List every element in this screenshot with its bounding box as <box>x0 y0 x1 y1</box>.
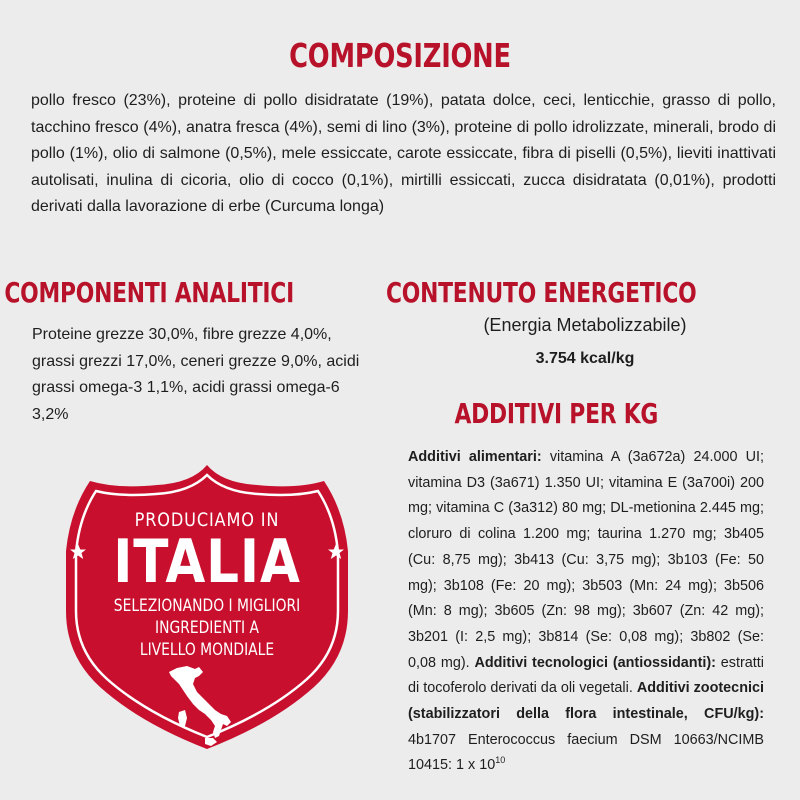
badge-line-selezionando: SELEZIONANDO I MIGLIORI <box>113 596 301 615</box>
composizione-heading: COMPOSIZIONE <box>289 36 511 75</box>
badge-selezionando <box>85 595 329 661</box>
composizione-text: pollo fresco (23%), proteine di pollo disidratate (19%), patata dolce, ceci, lenticchie, grasso di pollo, tacchino fresco (4%), anatra fresca (4%), semi di lino (3%), proteine di pollo idrolizzate, minerali, brodo di pollo (1%), olio di salmone (0,5%), mele essiccate, carote essiccate, fibra di piselli (0,5%), lieviti inattivati autolisati, inulina di cicoria, olio di cocco (0,1%), mirtilli essiccati, zucca disidratata (0,01%), prodotti derivati dalla lavorazione di erbe (Curcuma longa) <box>31 92 776 215</box>
badge-line-ingredienti: INGREDIENTI A <box>155 618 259 637</box>
made-in-italy-badge <box>62 461 352 751</box>
additivi-tecnologici-label: Additivi tecnologici (antiossidanti): <box>474 654 716 671</box>
contenuto-energetico-heading: CONTENUTO ENERGETICO <box>385 276 697 309</box>
componenti-analitici-heading: COMPONENTI ANALITICI <box>4 276 294 309</box>
badge-produciamo-in: PRODUCIAMO IN <box>134 509 280 531</box>
componenti-analitici-text: Proteine grezze 30,0%, fibre grezze 4,0%, grassi grezzi 17,0%, ceneri grezze 9,0%, acidi grassi omega-3 1,1%, acidi grassi omega-6 3,2% <box>32 326 360 423</box>
additivi-tecnologici-text: estratti di tocoferolo derivati da oli vegetali. <box>408 654 764 697</box>
additivi-text <box>408 445 764 779</box>
cfu-exponent: 10 <box>495 755 506 766</box>
additivi-heading: ADDITIVI PER KG <box>454 397 659 430</box>
badge-line-livello: LIVELLO MONDIALE <box>139 640 275 659</box>
additivi-alimentari-text: vitamina A (3a672a) 24.000 UI; vitamina D3 (3a671) 1.350 UI; vitamina E (3a700i) 200 mg; vitamina C (3a312) 80 mg; DL-metionina 2.445 mg; cloruro di colina 1.200 mg; taurina 1.270 mg; 3b405 (Cu: 8,75 mg); 3b413 (Cu: 3,75 mg); 3b103 (Fe: 50 mg); 3b108 (Fe: 20 mg); 3b503 (Mn: 24 mg); 3b506 (Mn: 8 mg); 3b605 (Zn: 98 mg); 3b607 (Zn: 42 mg); 3b201 (I: 2,5 mg); 3b814 (Se: 0,08 mg); 3b802 (Se: 0,08 mg). <box>408 449 764 671</box>
energy-value: 3.754 kcal/kg <box>535 350 635 367</box>
additivi-alimentari-label: Additivi alimentari: <box>408 449 542 465</box>
additivi-zootecnici-label: Additivi zootecnici (stabilizzatori della flora intestinale, CFU/kg): <box>408 680 764 723</box>
additivi-zootecnici-text: 4b1707 Enterococcus faecium DSM 10663/NCIMB 10415: 1 x 10 <box>408 731 764 774</box>
badge-italia: ITALIA <box>113 527 301 597</box>
energia-metabolizzabile-label: (Energia Metabolizzabile) <box>483 315 687 335</box>
